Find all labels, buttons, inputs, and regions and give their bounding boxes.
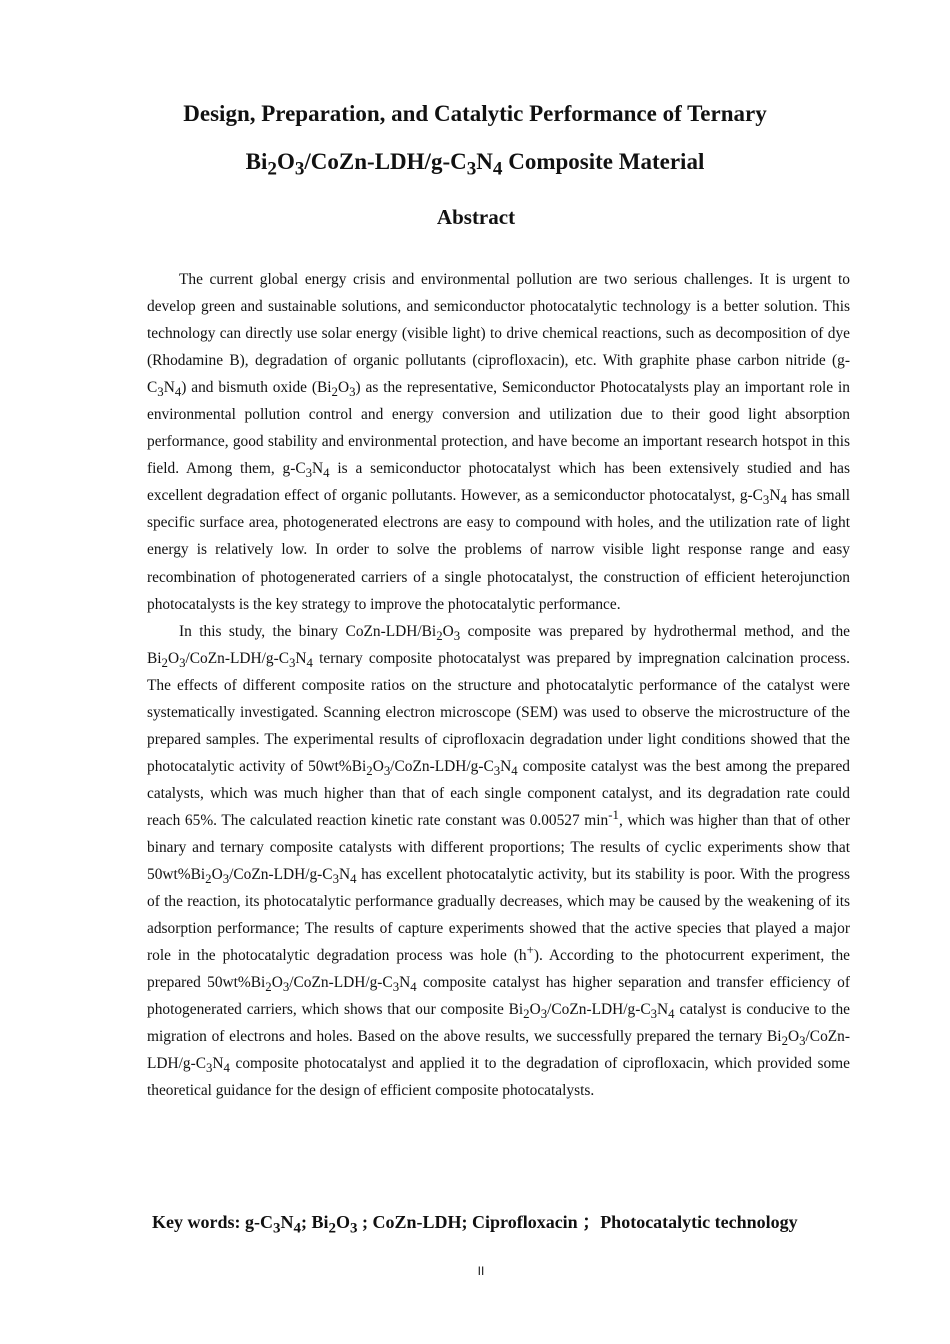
paper-title [0, 101, 950, 180]
title-line-1: Design, Preparation, and Catalytic Performance of Ternary [183, 101, 767, 126]
page-number: II [477, 1264, 485, 1278]
title-line-2: $Bi_2O_3/CoZn-LDH/g-C_3N_4$ Composite Material [245, 149, 705, 180]
abstract-body [147, 266, 850, 1104]
abstract-paragraph-1: The current global energy crisis and environmental pollution are two serious challenges. It is urgent to develop green and sustainable solutions, and semiconductor photocatalytic technology is a better solution. This technology can directly use solar energy (visible light) to drive chemical reactions, such as decomposition of dye (Rhodamine B), degradation of organic pollutants (ciprofloxacin), etc. With graphite phase carbon nitride $(g-C_3N_4)$ and bismuth oxide $(Bi_2O_3)$ as the representative, Semiconductor Photocatalysts play an important role in environmental pollution control and energy conversion and utilization due to their good light absorption performance, good stability and environmental protection, and have become an important research hotspot in this field. Among them, $g-C_3N_4$ is a semiconductor photocatalyst which has been extensively studied and has excellent degradation effect of organic pollutants. However, as a semiconductor photocatalyst, $g-C_3N_4$ has small specific surface area, photogenerated electrons are easy to compound with holes, and the utilization rate of light energy is relatively low. In order to solve the problems of narrow visible light response range and easy recombination of photogenerated carriers of a single photocatalyst, the construction of efficient heterojunction photocatalysts is the key strategy to improve the photocatalytic performance. [147, 271, 851, 613]
keywords-line: Key words: $g-C_3N_4$; $Bi_2O_3$ ; CoZn-LDH; Ciprofloxacin ；Photocatalytic technology [152, 1212, 798, 1237]
abstract-heading: Abstract [436, 205, 516, 229]
abstract-paragraph-2: In this study, the binary CoZn-$LDH/Bi_2O_3$ composite was prepared by hydrothermal method, and the $Bi_2O_3/CoZn-LDH/g-C_3N_4$ ternary composite photocatalyst was prepared by impregnation calcination process. The effects of different composite ratios on the structure and photocatalytic performance of the catalyst were systematically investigated. Scanning electron microscope (SEM) was used to observe the microstructure of the prepared samples. The experimental results of ciprofloxacin degradation under light conditions showed that the photocatalytic activity of $50wt\%Bi_2O_3/CoZn-LDH/g-C_3N_4$ composite catalyst was the best among the prepared catalysts, which was much higher than that of each single component catalyst, and its degradation rate could reach 65%. The calculated reaction kinetic rate constant was 0.00527 $\min^{-1}$, which was higher than that of other binary and ternary composite catalysts with different proportions; The results of cyclic experiments show that $50wt\%Bi_2O_3/CoZn-LDH/g-C_3N_4$ has excellent photocatalytic activity, but its stability is poor. With the progress of the reaction, its photocatalytic performance gradually decreases, which may be caused by the weakening of its adsorption performance; The results of capture experiments showed that the active species that played a major role in the photocatalytic degradation process was hole (h+). According to the photocurrent experiment, the prepared $50wt\%Bi_2O_3/CoZn-LDH/g-C_3N_4$ composite catalyst has higher separation and transfer efficiency of photogenerated carriers, which shows that our composite $Bi_2O_3/CoZn-LDH/g-C_3N_4$ catalyst is conducive to the migration of electrons and holes. Based on the above results, we successfully prepared the ternary $Bi_2O_3/CoZn-LDH/g-C_3N_4$ composite photocatalyst and applied it to the degradation of ciprofloxacin, which provided some theoretical guidance for the design of efficient composite photocatalysts. [147, 622, 851, 1100]
